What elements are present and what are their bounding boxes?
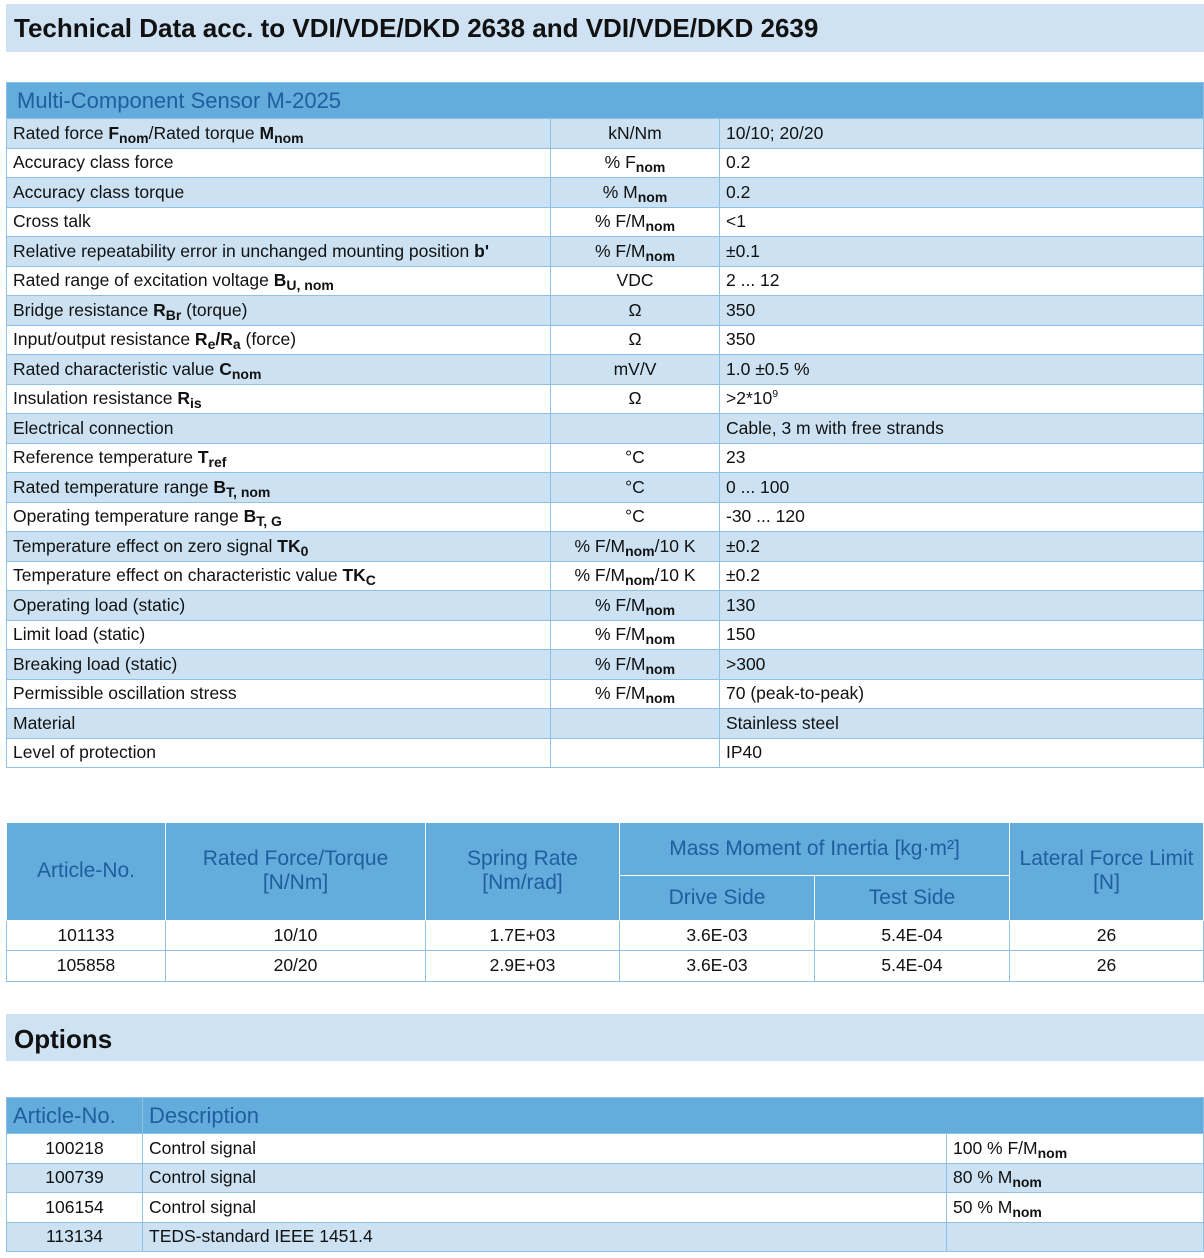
option-row bbox=[7, 1134, 1204, 1164]
spring-rate-cell: 1.7E+03 bbox=[426, 920, 620, 951]
text-part: % F bbox=[604, 152, 636, 173]
text-part: °C bbox=[625, 476, 645, 497]
text-part: Br bbox=[165, 306, 182, 323]
text-part: nom bbox=[645, 690, 676, 707]
text-part: ref bbox=[208, 454, 227, 471]
text-part: Cross talk bbox=[13, 211, 91, 232]
text-part: Permissible oscillation stress bbox=[13, 683, 237, 704]
text-part: e bbox=[207, 336, 216, 353]
text-part: 0.2 bbox=[726, 181, 751, 202]
text-part: ±0.2 bbox=[726, 565, 760, 586]
spec-label bbox=[7, 502, 551, 532]
text-part: T bbox=[197, 447, 209, 468]
text-part: nom bbox=[231, 365, 262, 382]
spec-unit bbox=[551, 591, 720, 621]
option-row bbox=[7, 1222, 1204, 1252]
spec-label bbox=[7, 355, 551, 385]
text-part: (torque) bbox=[181, 299, 248, 320]
text-part: nom bbox=[625, 572, 655, 589]
spec-unit bbox=[551, 443, 720, 473]
header-drive-side: Drive Side bbox=[620, 875, 815, 920]
text-part: B bbox=[243, 506, 257, 527]
text-part: TK bbox=[277, 535, 301, 556]
spec-row bbox=[7, 119, 1204, 149]
spec-unit bbox=[551, 532, 720, 562]
spec-unit bbox=[551, 738, 720, 768]
article-row bbox=[7, 951, 1204, 982]
spec-label bbox=[7, 325, 551, 355]
text-part: °C bbox=[625, 506, 645, 527]
text-part: C bbox=[365, 572, 376, 589]
text-part: ±0.2 bbox=[726, 535, 760, 556]
text-part: 100 % F/M bbox=[953, 1137, 1038, 1158]
text-part: 2 ... 12 bbox=[726, 270, 780, 291]
text-part: Limit load (static) bbox=[13, 624, 146, 645]
header-description: Description bbox=[143, 1098, 1204, 1134]
text-part: kN/Nm bbox=[608, 122, 662, 143]
spec-row bbox=[7, 532, 1204, 562]
text-part: Rated range of excitation voltage bbox=[13, 270, 274, 291]
text-part: nom bbox=[274, 129, 304, 146]
spec-row bbox=[7, 178, 1204, 208]
article-no-cell: 105858 bbox=[7, 951, 166, 982]
option-value bbox=[947, 1193, 1204, 1223]
text-part: Insulation resistance bbox=[13, 388, 178, 409]
spec-unit bbox=[551, 355, 720, 385]
text-part: Rated characteristic value bbox=[13, 358, 220, 379]
text-part: 70 (peak-to-peak) bbox=[726, 683, 865, 704]
spec-value bbox=[720, 296, 1204, 326]
text-part: nom bbox=[645, 601, 676, 618]
text-part: Temperature effect on characteristic value bbox=[13, 565, 343, 586]
spec-label bbox=[7, 591, 551, 621]
text-part: % F/M bbox=[574, 565, 626, 586]
spec-label bbox=[7, 266, 551, 296]
text-part: nom bbox=[637, 188, 668, 205]
text-part: Relative repeatability error in unchanged mounting position bbox=[13, 240, 475, 261]
header-test-side: Test Side bbox=[815, 875, 1010, 920]
spec-unit bbox=[551, 620, 720, 650]
options-title: Options bbox=[6, 1014, 1204, 1061]
lateral-force-cell: 26 bbox=[1010, 951, 1204, 982]
option-value bbox=[947, 1222, 1204, 1252]
spec-label bbox=[7, 384, 551, 414]
spec-row bbox=[7, 679, 1204, 709]
text-part: R bbox=[177, 388, 191, 409]
text-part: T, nom bbox=[226, 483, 271, 500]
text-part: nom bbox=[635, 159, 666, 176]
text-part: mV/V bbox=[613, 358, 657, 379]
sensor-title: Multi-Component Sensor M-2025 bbox=[7, 83, 1204, 119]
text-part: 0.2 bbox=[726, 152, 751, 173]
text-part: Breaking load (static) bbox=[13, 653, 178, 674]
spec-unit bbox=[551, 266, 720, 296]
text-part: 1.0 ±0.5 % bbox=[726, 358, 810, 379]
text-part: % F/M bbox=[574, 535, 626, 556]
spec-label bbox=[7, 679, 551, 709]
spec-label bbox=[7, 178, 551, 208]
text-part: 23 bbox=[726, 447, 746, 468]
text-part: 9 bbox=[772, 388, 779, 401]
text-part: Rated temperature range bbox=[13, 476, 214, 497]
text-part: Rated force bbox=[13, 122, 109, 143]
spec-row bbox=[7, 355, 1204, 385]
spec-row bbox=[7, 207, 1204, 237]
option-value bbox=[947, 1134, 1204, 1164]
text-part: 150 bbox=[726, 624, 756, 645]
rated-force-cell: 20/20 bbox=[166, 951, 426, 982]
spec-row bbox=[7, 325, 1204, 355]
spec-label bbox=[7, 650, 551, 680]
text-part: nom bbox=[645, 247, 676, 264]
text-part: F bbox=[108, 122, 120, 143]
technical-data-table bbox=[6, 82, 1204, 768]
text-part: /10 K bbox=[654, 565, 696, 586]
text-part: % F/M bbox=[594, 683, 646, 704]
option-description: TEDS-standard IEEE 1451.4 bbox=[143, 1222, 947, 1252]
text-part: is bbox=[190, 395, 202, 412]
text-part: nom bbox=[1012, 1174, 1042, 1191]
spec-row bbox=[7, 148, 1204, 178]
text-part: % F/M bbox=[594, 211, 646, 232]
rated-force-cell: 10/10 bbox=[166, 920, 426, 951]
spec-value bbox=[720, 532, 1204, 562]
spec-unit bbox=[551, 207, 720, 237]
spec-value bbox=[720, 237, 1204, 267]
text-part: nom bbox=[645, 631, 676, 648]
text-part: Ω bbox=[628, 388, 642, 409]
text-part: Accuracy class torque bbox=[13, 181, 185, 202]
text-part: 350 bbox=[726, 299, 756, 320]
spec-value bbox=[720, 148, 1204, 178]
spec-unit bbox=[551, 679, 720, 709]
spec-unit bbox=[551, 502, 720, 532]
text-part: /10 K bbox=[654, 535, 696, 556]
spec-label bbox=[7, 119, 551, 149]
spec-unit bbox=[551, 650, 720, 680]
text-part: a bbox=[232, 336, 241, 353]
lateral-force-cell: 26 bbox=[1010, 920, 1204, 951]
spec-value bbox=[720, 414, 1204, 444]
header-article-no: Article-No. bbox=[7, 1098, 143, 1134]
spec-value bbox=[720, 738, 1204, 768]
spec-value bbox=[720, 473, 1204, 503]
spec-unit bbox=[551, 473, 720, 503]
text-part: % M bbox=[602, 181, 638, 202]
header-article-no: Article-No. bbox=[7, 823, 166, 920]
spec-label bbox=[7, 237, 551, 267]
spec-row bbox=[7, 266, 1204, 296]
spec-value bbox=[720, 119, 1204, 149]
spec-unit bbox=[551, 148, 720, 178]
spec-row bbox=[7, 561, 1204, 591]
article-row bbox=[7, 920, 1204, 951]
text-part: U, nom bbox=[286, 277, 334, 294]
text-part: Cable, 3 m with free strands bbox=[726, 417, 944, 438]
spec-label bbox=[7, 296, 551, 326]
spec-row bbox=[7, 591, 1204, 621]
spec-value bbox=[720, 355, 1204, 385]
spec-label bbox=[7, 532, 551, 562]
option-description: Control signal bbox=[143, 1193, 947, 1223]
spec-row bbox=[7, 296, 1204, 326]
spec-label bbox=[7, 148, 551, 178]
spec-label bbox=[7, 414, 551, 444]
option-row bbox=[7, 1193, 1204, 1223]
spec-unit bbox=[551, 119, 720, 149]
text-part: Reference temperature bbox=[13, 447, 198, 468]
text-part: nom bbox=[1012, 1203, 1042, 1220]
text-part: 130 bbox=[726, 594, 756, 615]
text-part: T, G bbox=[256, 513, 282, 530]
options-table bbox=[6, 1097, 1204, 1252]
spec-unit bbox=[551, 178, 720, 208]
spec-label bbox=[7, 738, 551, 768]
option-description: Control signal bbox=[143, 1163, 947, 1193]
spec-value bbox=[720, 207, 1204, 237]
spec-value bbox=[720, 325, 1204, 355]
text-part: /Rated torque bbox=[148, 122, 260, 143]
option-description: Control signal bbox=[143, 1134, 947, 1164]
text-part: nom bbox=[625, 542, 655, 559]
text-part: TK bbox=[342, 565, 366, 586]
spec-value bbox=[720, 650, 1204, 680]
text-part: nom bbox=[119, 129, 149, 146]
option-row bbox=[7, 1163, 1204, 1193]
text-part: C bbox=[219, 358, 232, 379]
text-part: 80 % M bbox=[953, 1167, 1013, 1188]
text-part: Ω bbox=[628, 299, 642, 320]
text-part: IP40 bbox=[726, 742, 762, 763]
text-part: Operating temperature range bbox=[13, 506, 244, 527]
text-part: nom bbox=[645, 660, 676, 677]
text-part: Electrical connection bbox=[13, 417, 174, 438]
text-part: Level of protection bbox=[13, 742, 157, 763]
text-part: -30 ... 120 bbox=[726, 506, 805, 527]
inertia-drive-cell: 3.6E-03 bbox=[620, 920, 815, 951]
text-part: 0 ... 100 bbox=[726, 476, 790, 497]
spec-value bbox=[720, 709, 1204, 739]
spec-row bbox=[7, 709, 1204, 739]
text-part: >2*10 bbox=[726, 388, 773, 409]
spec-unit bbox=[551, 296, 720, 326]
text-part: R bbox=[153, 299, 166, 320]
text-part: °C bbox=[625, 447, 645, 468]
spec-row bbox=[7, 620, 1204, 650]
spec-row bbox=[7, 237, 1204, 267]
text-part: 0 bbox=[300, 542, 309, 559]
text-part: b' bbox=[474, 240, 489, 261]
text-part: R bbox=[194, 329, 208, 350]
text-part: Bridge resistance bbox=[13, 299, 154, 320]
spec-value bbox=[720, 443, 1204, 473]
text-part: Ω bbox=[628, 329, 642, 350]
spec-value bbox=[720, 679, 1204, 709]
spec-value bbox=[720, 384, 1204, 414]
spec-value bbox=[720, 620, 1204, 650]
option-article-no: 106154 bbox=[7, 1193, 143, 1223]
spec-value bbox=[720, 502, 1204, 532]
text-part: Operating load (static) bbox=[13, 594, 186, 615]
text-part: M bbox=[259, 122, 275, 143]
text-part: <1 bbox=[726, 211, 746, 232]
spec-value bbox=[720, 178, 1204, 208]
spec-row bbox=[7, 650, 1204, 680]
text-part: Accuracy class force bbox=[13, 152, 174, 173]
spec-row bbox=[7, 384, 1204, 414]
inertia-test-cell: 5.4E-04 bbox=[815, 951, 1010, 982]
text-part: Temperature effect on zero signal bbox=[13, 535, 278, 556]
spec-unit bbox=[551, 325, 720, 355]
spec-unit bbox=[551, 709, 720, 739]
text-part: 10/10; 20/20 bbox=[726, 122, 824, 143]
spec-unit bbox=[551, 561, 720, 591]
spec-label bbox=[7, 207, 551, 237]
text-part: (force) bbox=[240, 329, 297, 350]
spec-row bbox=[7, 502, 1204, 532]
header-inertia: Mass Moment of Inertia [kg·m²] bbox=[620, 823, 1010, 875]
spec-label bbox=[7, 561, 551, 591]
spec-row bbox=[7, 414, 1204, 444]
text-part: ±0.1 bbox=[726, 240, 760, 261]
header-rated-force: Rated Force/Torque [N/Nm] bbox=[166, 823, 426, 920]
option-article-no: 100218 bbox=[7, 1134, 143, 1164]
text-part: % F/M bbox=[594, 240, 646, 261]
spec-unit bbox=[551, 414, 720, 444]
text-part: /R bbox=[215, 329, 233, 350]
text-part: >300 bbox=[726, 653, 766, 674]
page-title: Technical Data acc. to VDI/VDE/DKD 2638 and VDI/VDE/DKD 2639 bbox=[6, 4, 1204, 52]
text-part: % F/M bbox=[594, 653, 646, 674]
spec-value bbox=[720, 266, 1204, 296]
text-part: B bbox=[213, 476, 227, 497]
inertia-drive-cell: 3.6E-03 bbox=[620, 951, 815, 982]
text-part: Stainless steel bbox=[726, 712, 839, 733]
text-part: 350 bbox=[726, 329, 756, 350]
spec-label bbox=[7, 709, 551, 739]
text-part: VDC bbox=[616, 270, 654, 291]
spec-row bbox=[7, 738, 1204, 768]
text-part: % F/M bbox=[594, 624, 646, 645]
text-part: 50 % M bbox=[953, 1196, 1013, 1217]
articles-table bbox=[6, 823, 1204, 982]
text-part: Material bbox=[13, 712, 76, 733]
option-article-no: 113134 bbox=[7, 1222, 143, 1252]
inertia-test-cell: 5.4E-04 bbox=[815, 920, 1010, 951]
text-part: Input/output resistance bbox=[13, 329, 195, 350]
spec-value bbox=[720, 561, 1204, 591]
header-spring-rate: Spring Rate [Nm/rad] bbox=[426, 823, 620, 920]
spec-row bbox=[7, 473, 1204, 503]
spec-value bbox=[720, 591, 1204, 621]
text-part: nom bbox=[1037, 1144, 1068, 1161]
text-part: nom bbox=[645, 218, 676, 235]
text-part: B bbox=[273, 270, 287, 291]
spec-label bbox=[7, 620, 551, 650]
spring-rate-cell: 2.9E+03 bbox=[426, 951, 620, 982]
spec-label bbox=[7, 443, 551, 473]
spec-unit bbox=[551, 237, 720, 267]
article-no-cell: 101133 bbox=[7, 920, 166, 951]
option-article-no: 100739 bbox=[7, 1163, 143, 1193]
header-lateral-force: Lateral Force Limit [N] bbox=[1010, 823, 1204, 920]
option-value bbox=[947, 1163, 1204, 1193]
text-part: % F/M bbox=[594, 594, 646, 615]
spec-row bbox=[7, 443, 1204, 473]
spec-unit bbox=[551, 384, 720, 414]
spec-label bbox=[7, 473, 551, 503]
